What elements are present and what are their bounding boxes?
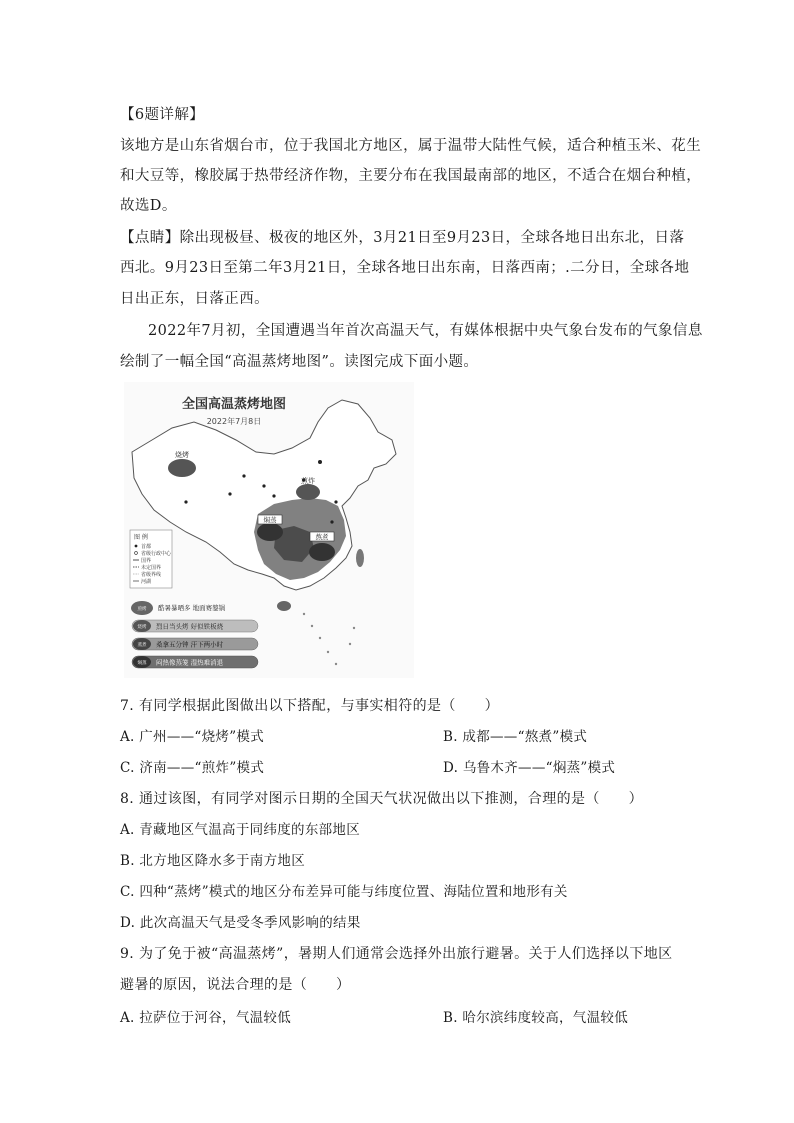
svg-text:首都: 首都: [141, 544, 152, 550]
marker-menzheng: [257, 515, 283, 541]
map-date: 2022年7月8日: [206, 417, 262, 426]
svg-text:图 例: 图 例: [134, 534, 148, 541]
svg-text:国界: 国界: [141, 558, 152, 564]
svg-text:熬煮: 熬煮: [315, 533, 329, 541]
q9-option-a: A. 拉萨位于河谷，气温较低: [120, 1010, 292, 1026]
tip-line-2: 西北。9月23日至第二年3月21日，全球各地日出东南，日落西南；.二分日，全球各地: [120, 260, 690, 276]
q8-stem: 8. 通过该图，有同学对图示日期的全国天气状况做出以下推测，合理的是（ ）: [120, 791, 644, 807]
svg-text:焖蒸: 焖蒸: [263, 516, 277, 524]
q8-option-c: C. 四种“蒸烤”模式的地区分布差异可能与纬度位置、海陆位置和地形有关: [120, 884, 568, 900]
svg-text:酷暑暴晒多 地面赛鏊锅: 酷暑暴晒多 地面赛鏊锅: [158, 604, 226, 612]
marker-aozhu: [309, 532, 335, 561]
explain-header: 【6题详解】: [120, 107, 205, 123]
map-legend: [130, 530, 172, 588]
q7-option-c: C. 济南——“煎炸”模式: [120, 760, 265, 776]
svg-text:河湖: 河湖: [141, 579, 152, 585]
explain-line-3: 故选D。: [120, 198, 177, 214]
heat-map-figure: [124, 382, 414, 678]
q7-option-d: D. 乌鲁木齐——“焖蒸”模式: [443, 760, 616, 776]
q9-option-b: B. 哈尔滨纬度较高，气温较低: [443, 1010, 629, 1026]
svg-text:烧烤: 烧烤: [137, 625, 147, 630]
q9-stem-line-1: 9. 为了免于被“高温蒸烤”，暑期人们通常会选择外出旅行避暑。关于人们选择以下地区: [120, 946, 673, 962]
explain-line-1: 该地方是山东省烟台市，位于我国北方地区，属于温带大陆性气候，适合种植玉米、花生: [120, 138, 702, 154]
svg-text:省级行政中心: 省级行政中心: [141, 551, 172, 557]
explain-line-2: 和大豆等，橡胶属于热带经济作物，主要分布在我国最南部的地区，不适合在烟台种植，: [120, 168, 702, 184]
svg-text:焖蒸: 焖蒸: [137, 661, 147, 666]
hainan-island: [277, 601, 291, 611]
tip-line-3: 日出正东，日落正西。: [120, 291, 269, 307]
svg-text:煎炸: 煎炸: [301, 477, 315, 485]
q7-option-a: A. 广州——“烧烤”模式: [120, 729, 265, 745]
intro-line-1: 2022年7月初，全国遭遇当年首次高温天气，有媒体根据中央气象台发布的气象信息: [148, 323, 703, 339]
q7-stem: 7. 有同学根据此图做出以下搭配，与事实相符的是（ ）: [120, 698, 500, 714]
q9-stem-line-2: 避暑的原因，说法合理的是（ ）: [120, 977, 351, 993]
svg-text:省级界线: 省级界线: [141, 572, 162, 578]
svg-text:烧烤: 烧烤: [175, 451, 189, 459]
svg-text:蒸煮: 蒸煮: [137, 643, 147, 648]
svg-text:桑拿五分钟 汗下两小时: 桑拿五分钟 汗下两小时: [156, 640, 224, 649]
svg-text:烈日当头烤 好似铁板烧: 烈日当头烤 好似铁板烧: [156, 622, 224, 631]
taiwan-island: [356, 549, 364, 567]
mode-zhengzhu: [132, 638, 258, 650]
q8-option-a: A. 青藏地区气温高于同纬度的东部地区: [120, 822, 361, 838]
intro-line-2: 绘制了一幅全国“高温蒸烤地图”。读图完成下面小题。: [120, 354, 479, 370]
mode-shaokao: [132, 620, 258, 632]
svg-text:煎烤: 煎烤: [137, 607, 147, 612]
q8-option-b: B. 北方地区降水多于南方地区: [120, 853, 306, 869]
q8-option-d: D. 此次高温天气是受冬季风影响的结果: [120, 915, 361, 931]
svg-text:闷热像蒸笼 湿热难消退: 闷热像蒸笼 湿热难消退: [156, 658, 224, 667]
tip-line-1: 【点睛】除出现极昼、极夜的地区外，3月21日至9月23日，全球各地日出东北，日落: [120, 230, 685, 246]
svg-text:未定国界: 未定国界: [141, 565, 162, 571]
mode-menzheng: [132, 656, 258, 668]
map-title: 全国高温蒸烤地图: [181, 397, 287, 412]
q7-option-b: B. 成都——“熬煮”模式: [443, 729, 588, 745]
